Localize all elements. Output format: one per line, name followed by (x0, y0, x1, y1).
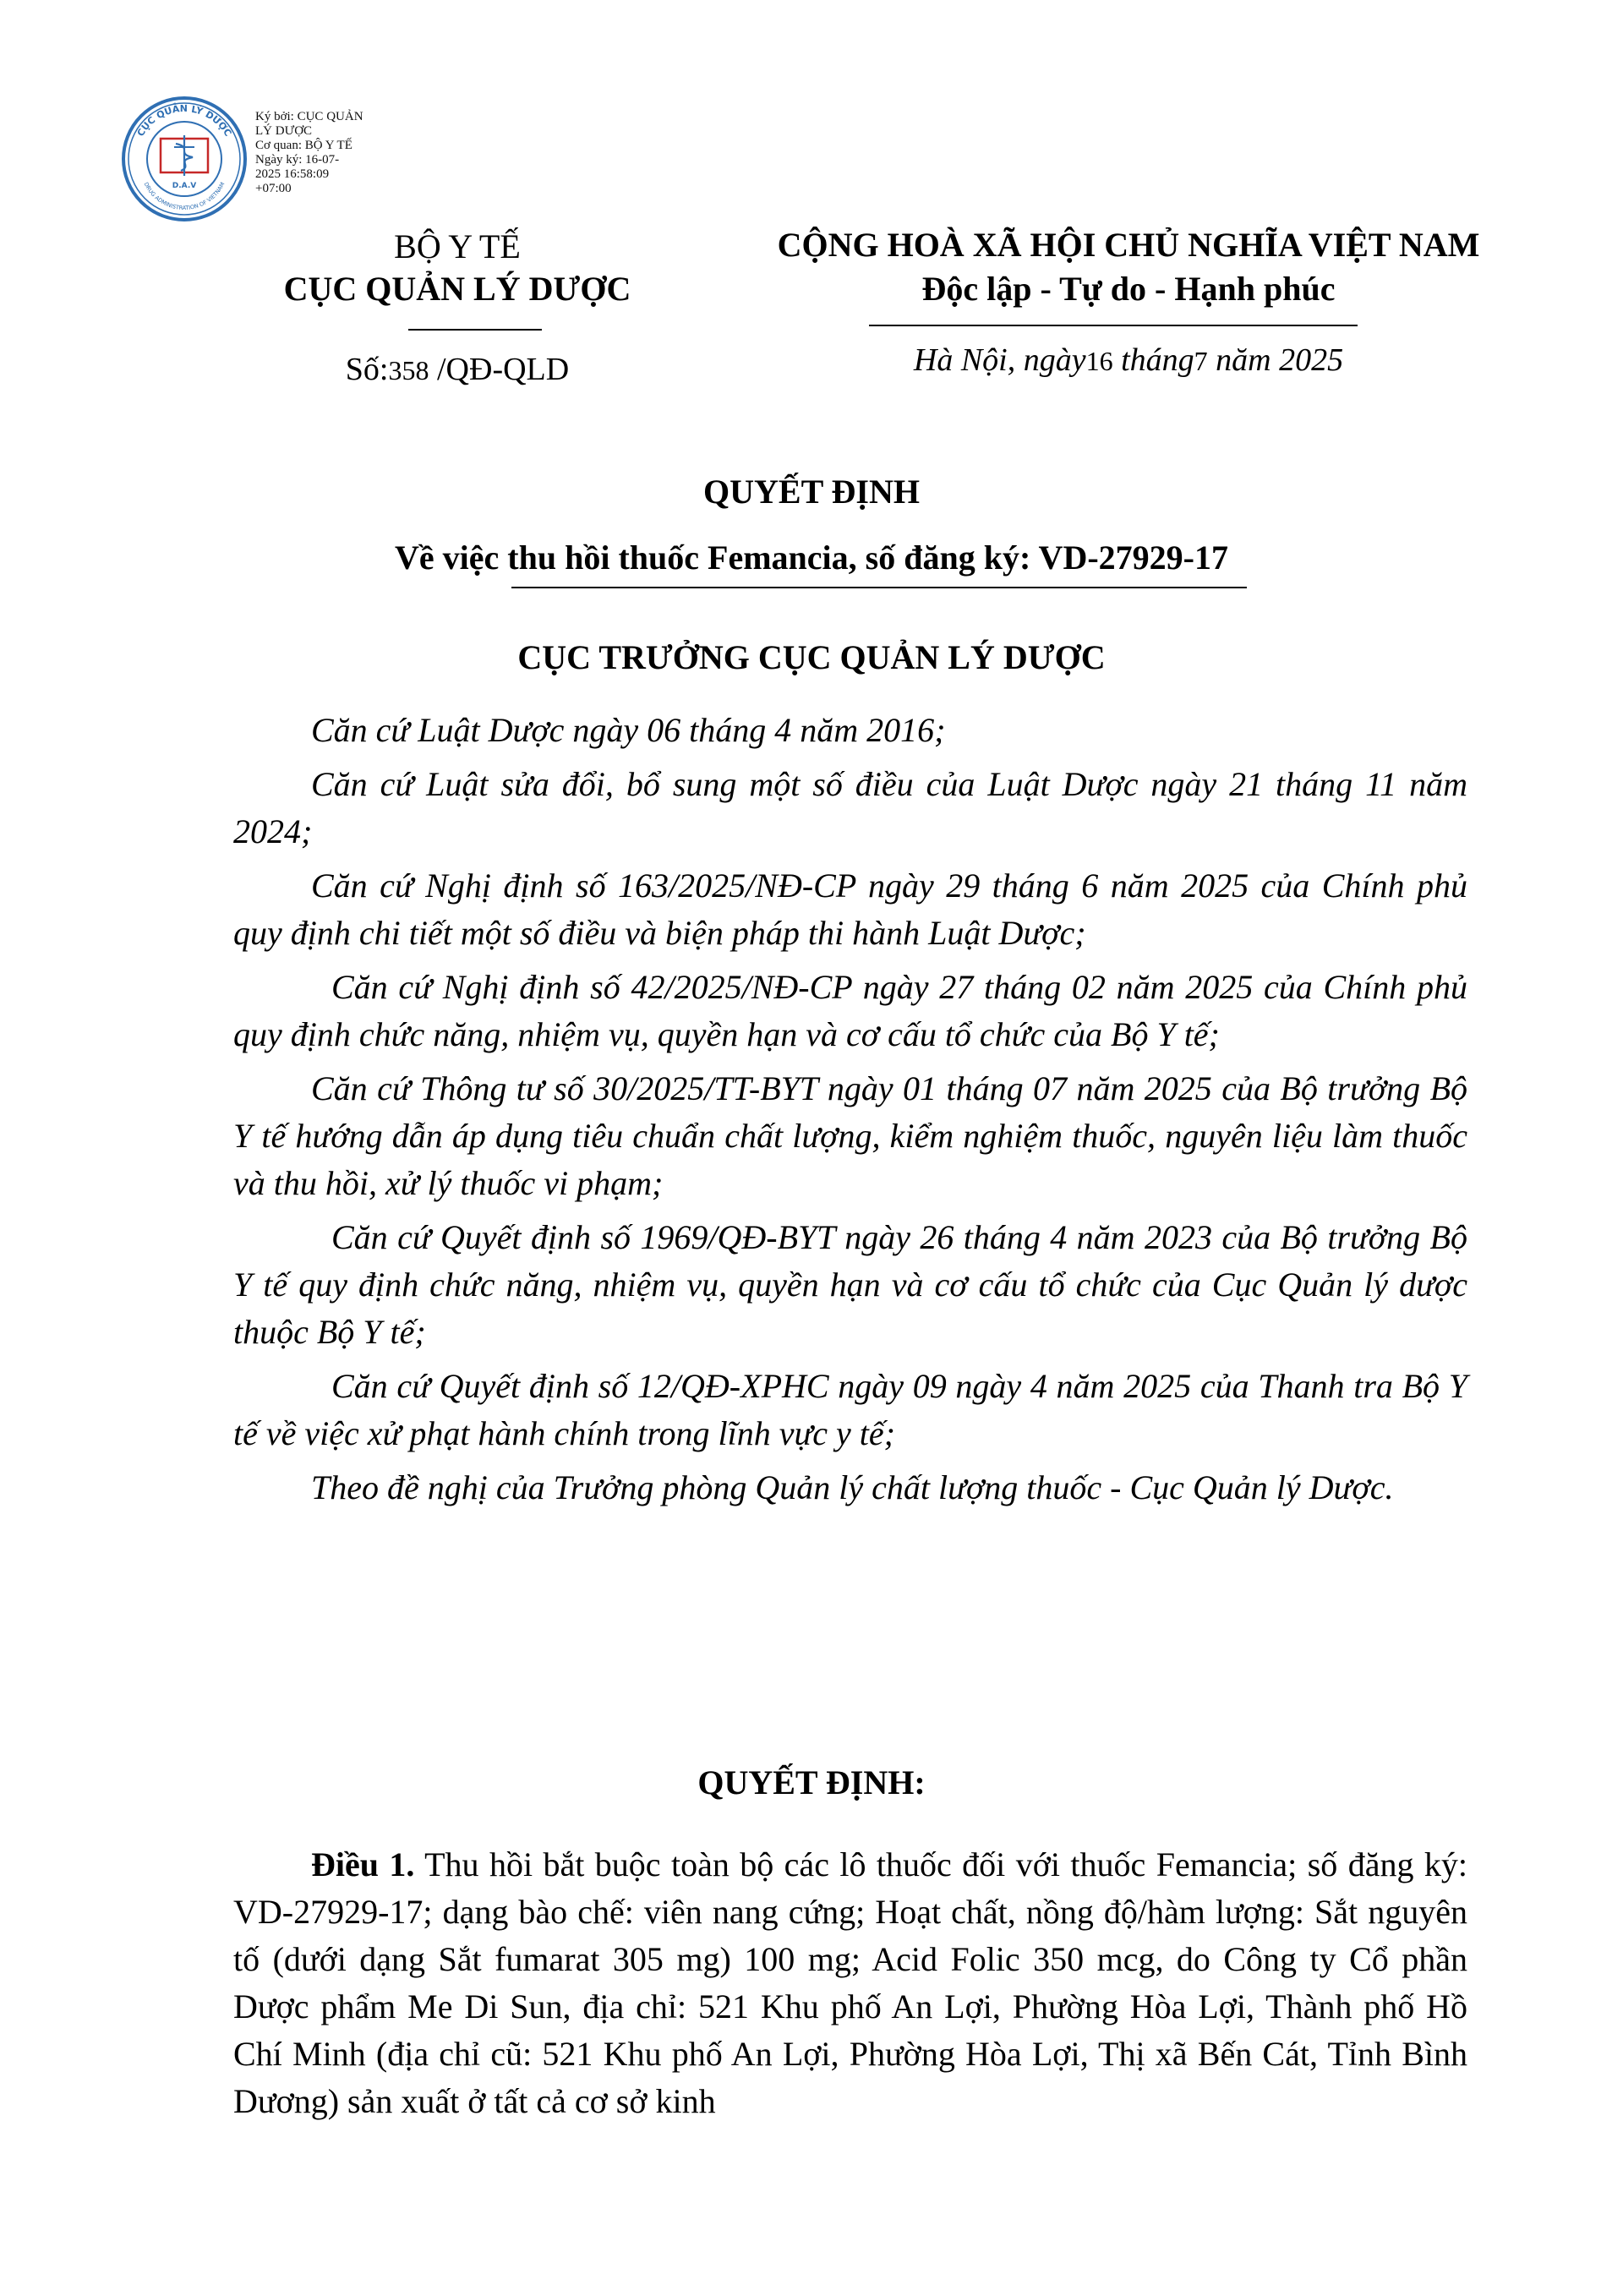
seal-center-text: D.A.V (172, 182, 197, 190)
nation-name: CỘNG HOÀ XÃ HỘI CHỦ NGHĨA VIỆT NAM (777, 226, 1480, 264)
number-suffix: /QĐ-QLD (429, 352, 570, 387)
date-day: 16 (1085, 346, 1113, 376)
legal-basis: Căn cứ Nghị định số 163/2025/NĐ-CP ngày 29 tháng 6 năm 2025 của Chính phủ quy định chi tiết một số điều và biện pháp thi hành Luật Dược; (233, 866, 1467, 952)
number-prefix: Số: (345, 352, 389, 387)
digital-signature (255, 110, 399, 196)
agency-name: CỤC QUẢN LÝ DƯỢC (283, 270, 631, 308)
signature-line: Ngày ký: 16-07- (255, 153, 340, 167)
national-motto: Độc lập - Tự do - Hạnh phúc (921, 270, 1336, 308)
place-date (702, 342, 1555, 379)
document-number (301, 351, 614, 388)
document-title: QUYẾT ĐỊNH (703, 473, 920, 511)
number-value: 358 (388, 355, 429, 385)
article-1 (233, 1841, 1467, 2125)
seal-bottom-text: DRUG ADMINISTRATION OF VIETNAM (142, 181, 227, 212)
subject-rule (511, 587, 1247, 588)
decision-heading: QUYẾT ĐỊNH: (697, 1763, 926, 1801)
legal-basis: Căn cứ Quyết định số 12/QĐ-XPHC ngày 09 ngày 4 năm 2025 của Thanh tra Bộ Y tế về việc xử phạt hành chính trong lĩnh vực y tế; (233, 1367, 1467, 1452)
signature-line: Cơ quan: BỘ Y TẾ (255, 139, 352, 152)
document-subject: Về việc thu hồi thuốc Femancia, số đăng ký: VD-27929-17 (395, 538, 1228, 577)
official-seal-icon (120, 95, 249, 223)
seal-ring-text: CỤC QUẢN LÝ DƯỢC (134, 102, 234, 139)
article-label: Điều 1. (311, 1845, 415, 1883)
ministry-name: BỘ Y TẾ (394, 227, 521, 265)
date-month: 7 (1194, 346, 1208, 376)
place-prefix: Hà Nội, ngày (913, 342, 1086, 378)
legal-basis: Căn cứ Luật sửa đổi, bổ sung một số điều của Luật Dược ngày 21 tháng 11 năm 2024; (233, 765, 1467, 850)
header-left-rule (408, 329, 542, 331)
legal-basis: Căn cứ Quyết định số 1969/QĐ-BYT ngày 26 tháng 4 năm 2023 của Bộ trưởng Bộ Y tế quy định chức năng, nhiệm vụ, quyền hạn và cơ cấu tổ chức của Cục Quản lý dược thuộc Bộ Y tế; (233, 1218, 1467, 1351)
signature-line: Ký bởi: CỤC QUẢN (255, 110, 363, 123)
article-text: Thu hồi bắt buộc toàn bộ các lô thuốc đối với thuốc Femancia; số đăng ký: VD-27929-17; dạng bào chế: viên nang cứng; Hoạt chất, nồng độ/hàm lượng: Sắt nguyên tố (dưới dạng Sắt fumarat 305 mg) 100 mg; Acid Folic 350 mcg, do Công ty Cổ phần Dược phẩm Me Di Sun, địa chỉ: 521 Khu phố An Lợi, Phường Hòa Lợi, Thành phố Hồ Chí Minh (địa chỉ cũ: 521 Khu phố An Lợi, Phường Hòa Lợi, Thị xã Bến Cát, Tỉnh Bình Dương) sản xuất ở tất cả cơ sở kinh (233, 1845, 1467, 2120)
legal-bases (233, 707, 1467, 1512)
date-year: năm 2025 (1207, 342, 1344, 378)
legal-basis: Căn cứ Luật Dược ngày 06 tháng 4 năm 2016; (311, 711, 946, 749)
issuing-authority: CỤC TRƯỞNG CỤC QUẢN LÝ DƯỢC (517, 638, 1106, 676)
signature-line: +07:00 (255, 182, 292, 195)
signature-line: LÝ DƯỢC (255, 124, 313, 138)
legal-basis: Căn cứ Thông tư số 30/2025/TT-BYT ngày 01 tháng 07 năm 2025 của Bộ trưởng Bộ Y tế hướng dẫn áp dụng tiêu chuẩn chất lượng, kiểm nghiệm thuốc, nguyên liệu làm thuốc và thu hồi, xử lý thuốc vi phạm; (233, 1069, 1467, 1202)
legal-basis: Căn cứ Nghị định số 42/2025/NĐ-CP ngày 27 tháng 02 năm 2025 của Chính phủ quy định chức năng, nhiệm vụ, quyền hạn và cơ cấu tổ chức của Bộ Y tế; (233, 968, 1467, 1053)
header-right-rule (869, 325, 1358, 326)
legal-basis: Theo đề nghị của Trưởng phòng Quản lý chất lượng thuốc - Cục Quản lý Dược. (311, 1468, 1394, 1506)
signature-line: 2025 16:58:09 (255, 167, 330, 181)
month-label: tháng (1112, 342, 1194, 378)
